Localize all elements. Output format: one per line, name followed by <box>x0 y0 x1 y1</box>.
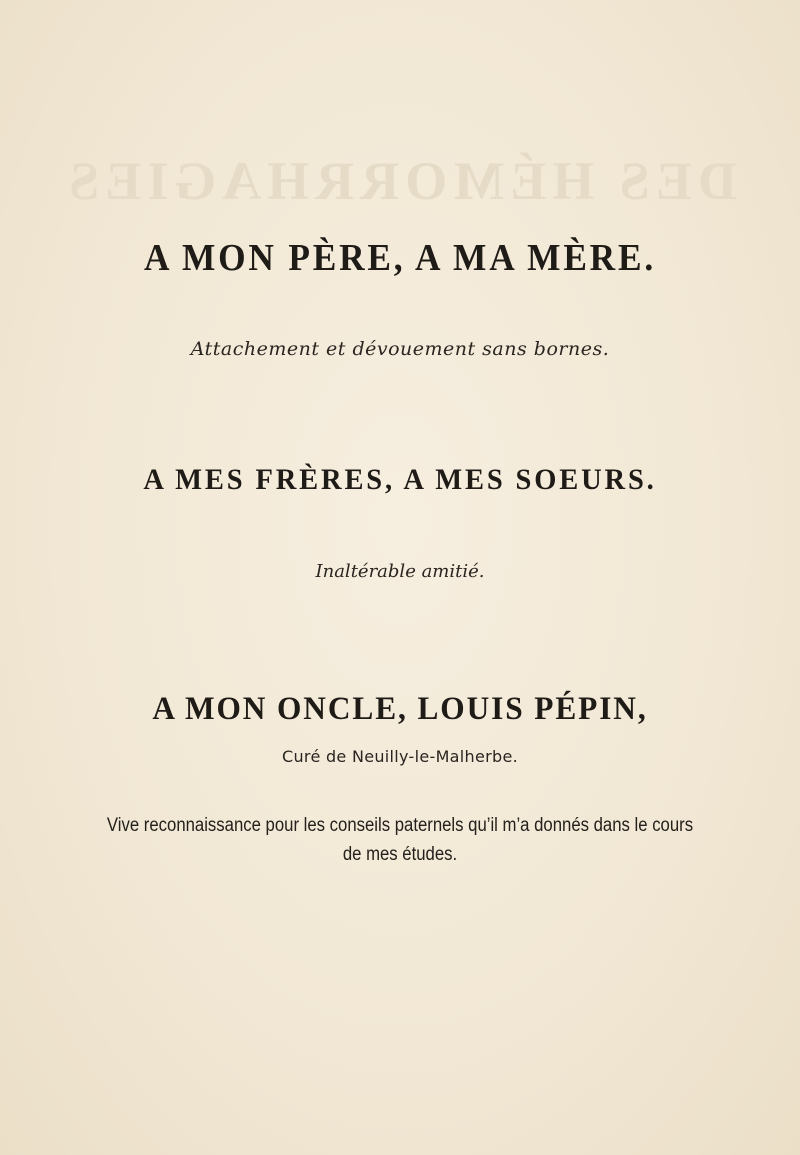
dedication-text-uncle <box>48 811 752 869</box>
dedication-text-line: Vive reconnaissance pour les conseils paternels qu’il m’a donnés dans le cours <box>106 815 694 836</box>
dedication-subtitle-uncle: Curé de Neuilly-le-Malherbe. <box>282 747 518 766</box>
dedication-heading-siblings: A MES FRÈRES, A MES SOEURS. <box>143 463 657 496</box>
dedication-subtitle-siblings: Inaltérable amitié. <box>315 561 485 582</box>
dedication-text-line: de mes études. <box>342 844 458 865</box>
dedication-heading-parents: A MON PÈRE, A MA MÈRE. <box>144 237 656 279</box>
bleed-through-title: DES HÉMORRHAGIES <box>63 151 737 211</box>
dedication-heading-uncle: A MON ONCLE, LOUIS PÉPIN, <box>152 691 648 727</box>
dedication-subtitle-parents: Attachement et dévouement sans bornes. <box>190 338 610 360</box>
